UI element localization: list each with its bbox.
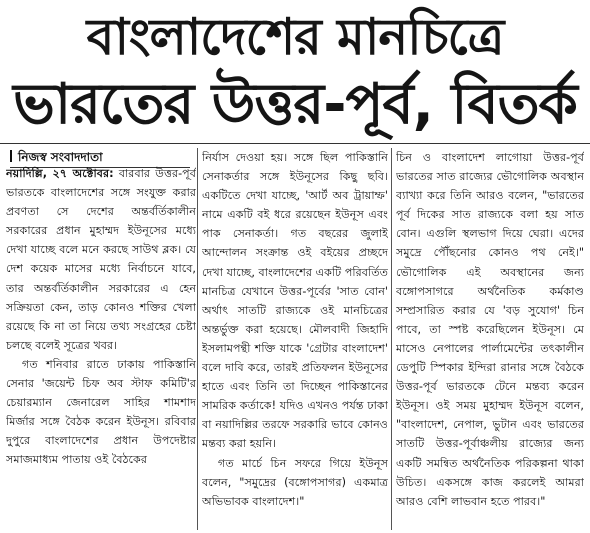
byline-marker [10,150,12,162]
article-column-1 [6,164,196,530]
article-column-3 [396,148,584,530]
paragraph-4: গত মার্চে চিন সফরে গিয়ে ইউনূস বলেন, "সমুদ্রের (বঙ্গোপসাগর) একমাত্র অভিভাবক বাংলাদেশ।" [202,456,388,508]
headline-divider [0,143,590,144]
headline-line-2: ভারতের উত্তর-পূর্ব, বিতর্ক [13,72,577,137]
paragraph-2: গত শনিবার রাতে ঢাকায় পাকিস্তানি সেনার 'জয়েন্ট চিফ অব স্টাফ কমিটি'র চেয়ারম্যান জেনারেল সাহির শামশাদ মির্জার সঙ্গে বৈঠক করেন ইউনূস। রবিবার দুপুরে বাংলাদেশের প্রধান উপদেষ্টার সমাজমাধ্যম পাতায় ওই বৈঠকের [6,357,196,467]
column-divider-2 [391,148,392,530]
paragraph-5: চিন ও বাংলাদেশ লাগোয়া উত্তর-পূর্ব ভারতের সাত রাজ্যের ভৌগোলিক অবস্থান ব্যাখ্যা করে তিনি আরও বলেন, "ভারতের পূর্ব দিকের সাত রাজ্যকে বলা হয় সাত বোন। এগুলি স্থলভাগ দিয়ে ঘেরা। এদের সমুদ্রে পৌঁছনোর কোনও পথ নেই।" ভৌগোলিক এই অবস্থানের জন্য বঙ্গোপসাগরে অর্থনৈতিক কর্মকাণ্ড সম্প্রসারিত করার যে 'বড় সুযোগ' চিন পাবে, তা স্পষ্ট করেছিলেন ইউনূস। মে মাসেও নেপালের পার্লামেন্টের তৎকালীন ডেপুটি স্পিকার ইন্দিরা রানার সঙ্গে বৈঠকে উত্তর-পূর্ব ভারতকে টেনে মন্তব্য করেন ইউনূস। ওই সময় মুহাম্মদ ইউনূস বলেন, "বাংলাদেশ, নেপাল, ভুটান এবং ভারতের সাতটি উত্তর-পূর্বাঞ্চলীয় রাজ্যের জন্য একটি সমন্বিত অর্থনৈতিক পরিকল্পনা থাকা উচিত। একসঙ্গে কাজ করলেই আমরা আরও বেশি লাভবান হতে পারব।" [396,151,584,508]
headline-line-1: বাংলাদেশের মানচিত্রে [86,8,504,66]
article-column-2 [202,148,388,530]
dateline: নয়াদিল্লি, ২৭ অক্টোবর: [6,167,114,180]
byline [10,150,190,164]
paragraph-1 [6,164,196,355]
paragraph-3: নির্যাস দেওয়া হয়। সঙ্গে ছিল পাকিস্তানি সেনাকর্তার সঙ্গে ইউনূসের কিছু ছবি। একটিতে দেখা যাচ্ছে, 'আর্ট অব ট্রায়াম্ফ' নামে একটি বই ধরে রয়েছেন ইউনূস এবং পাক সেনাকর্তা। গত বছরের জুলাই আন্দোলন সংক্রান্ত ওই বইয়ের প্রচ্ছদে দেখা যাচ্ছে, বাংলাদেশের একটি পরিবর্তিত মানচিত্র যেখানে উত্তর-পূর্বের 'সাত বোন' অর্থাৎ সাতটি রাজ্যকে ওই মানচিত্রের অন্তর্ভুক্ত করা হয়েছে। মৌলবাদী জিহাদি ইসলামপন্থী শক্তি যাকে 'গ্রেটার বাংলাদেশ' বলে দাবি করে, তারই প্রতিফলন ইউনূসের হাতে এবং তিনি তা দিচ্ছেন পাকিস্তানের সামরিক কর্তাকে! যদিও এখনও পর্যন্ত ঢাকা বা নয়াদিল্লির তরফে সরকারি ভাবে কোনও মন্তব্য করা হয়নি। [202,151,388,451]
byline-text: নিজস্ব সংবাদদাতা [18,150,103,164]
column-divider-1 [197,148,198,530]
paragraph-1-text: বারবার উত্তর-পূর্ব ভারতকে বাংলাদেশের সঙ্গে সংযুক্ত করার প্রবণতা সে দেশের অন্তর্বর্তিকালীন সরকারের প্রধান মুহাম্মদ ইউনূসের মধ্যে দেখা যাচ্ছে বলে মনে করছে সাউথ ব্লক। যে দেশ কয়েক মাসের মধ্যে নির্বাচনে যাবে, তার অন্তর্বর্তিকালীন সরকারের এ হেন সক্রিয়তা কেন, তাড় কোনও শক্তির খেলা রয়েছে কি না তা নিয়ে তথ্য সংগ্রহের চেষ্টা চলছে বলেই সূত্রের খবর। [6,167,196,352]
